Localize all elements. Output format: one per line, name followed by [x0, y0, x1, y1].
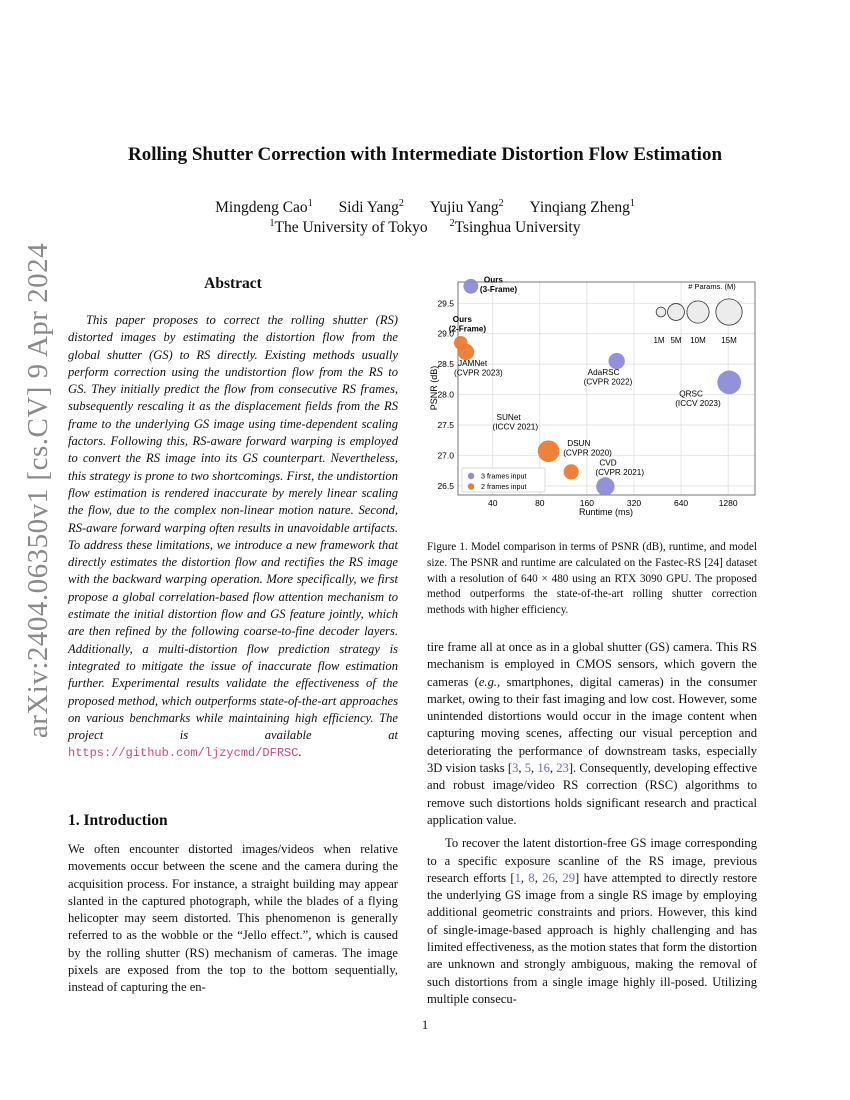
x-axis-label: Runtime (ms) [578, 507, 634, 517]
size-legend-label: 5M [670, 336, 682, 345]
data-point [717, 371, 741, 395]
project-link[interactable]: https://github.com/ljzycmd/DFRSC [68, 746, 299, 761]
x-tick-label: 40 [487, 498, 498, 508]
size-legend [653, 282, 742, 345]
point-label-venue: (ICCV 2023) [675, 398, 721, 408]
citation: 8 [528, 870, 535, 885]
citation: 29 [562, 870, 575, 885]
point-label-name: SUNet [496, 413, 521, 423]
page-number: 1 [421, 1018, 429, 1032]
data-point [596, 477, 614, 495]
abstract-heading: Abstract [204, 275, 262, 292]
intro-paragraph-left: We often encounter distorted images/videos when relative movements occur between the scene and the camera during the acquisition process. For instance, a straight building may appear slanted in the captured photograph, while the blades of a flying helicopter may seem distorted. This phenomenon is generally referred to as the wobble or the “Jello effect.”, which is caused by the rolling shutter (RS) mechanism of cameras. The image pixels are exposed from the top to the bottom sequentially, instead of capturing the en- [68, 842, 398, 995]
y-tick-label: 26.5 [437, 480, 454, 491]
y-axis-label: PSNR (dB) [429, 365, 439, 411]
data-point [538, 440, 560, 462]
citation: 5 [524, 761, 531, 776]
size-legend-label: 15M [721, 336, 737, 345]
author: Yujiu Yang$^2$ [429, 198, 504, 216]
x-tick-label: 640 [673, 498, 689, 508]
y-tick-label: 27.0 [437, 450, 454, 461]
citation: 1 [514, 870, 521, 885]
citation: 16 [537, 761, 550, 776]
affiliations [0, 219, 850, 237]
data-point [564, 464, 579, 479]
point-label-name: Ours [452, 314, 472, 324]
point-label-venue: (CVPR 2021) [595, 467, 645, 477]
data-point [454, 336, 468, 350]
point-label-venue: (3-Frame) [479, 284, 518, 294]
input-legend [462, 468, 545, 492]
size-legend-circle [656, 307, 666, 317]
point-label-venue: (2-Frame) [448, 324, 487, 334]
size-legend-circle [668, 304, 685, 321]
author-list [0, 199, 850, 217]
author: Sidi Yang$^2$ [338, 198, 404, 216]
point-label-venue: (CVPR 2023) [454, 368, 503, 378]
size-legend-label: 1M [653, 336, 665, 345]
x-tick-label: 80 [535, 498, 545, 508]
affiliation: $^2$Tsinghua University [449, 218, 581, 236]
data-point [463, 279, 478, 294]
point-label-name: CVD [599, 458, 617, 468]
citation: 3 [512, 761, 519, 776]
figure-1 [425, 276, 760, 526]
size-legend-title: # Params. (M) [688, 282, 736, 291]
legend-marker [468, 483, 474, 489]
paper-title: Rolling Shutter Correction with Intermediate Distortion Flow Estimation [127, 144, 723, 165]
x-tick-label: 160 [579, 498, 594, 508]
intro-right-column [427, 639, 757, 1008]
point-label-venue: (ICCV 2021) [492, 422, 539, 432]
citation: 26 [542, 870, 555, 885]
y-tick-label: 29.0 [437, 328, 454, 339]
author: Yinqiang Zheng$^1$ [529, 198, 635, 216]
point-label-venue: (CVPR 2020) [563, 448, 612, 458]
data-point [608, 353, 624, 369]
y-tick-label: 28.0 [437, 389, 454, 400]
size-legend-circle [716, 299, 742, 325]
intro-paragraph: tire frame all at once as in a global shutter (GS) camera. This RS mechanism is employed in CMOS sensors, which govern the cameras (e.g., smartphones, digital cameras) in the consumer market, owing to their fast imaging and low cost. However, some unintended distortions would occur in the image content when capturing moving scenes, affecting our visual perception and deteriorating the performance of downstream tasks, especially 3D vision tasks [3, 5, 16, 23]. Consequently, developing effective and robust image/video RS correction (RSC) algorithms to remove such distortions holds significant research and practical application value. [427, 640, 758, 827]
section-heading-introduction: 1. Introduction [68, 812, 168, 829]
figure-caption: Figure 1. Model comparison in terms of PSNR (dB), runtime, and model size. The PSNR and runtime are calculated on the Fastec-RS [24] dataset with a resolution of 640 × 480 using an RTX 3090 GPU. The proposed method outperforms the state-of-the-art rolling shutter correction methods with higher efficiency. [427, 541, 757, 617]
y-tick-label: 29.5 [437, 298, 454, 309]
abstract-body: This paper proposes to correct the rolling shutter (RS) distorted images by estimating the distortion flow from the global shutter (GS) to RS directly. Existing methods usually perform correction using the undistortion flow from the RS to GS. They initially predict the flow from consecutive RS frames, subsequently rescaling it as the displacement fields from the RS frame to the underlying GS image using time-dependent scaling factors. Following this, RS-aware forward warping is employed to convert the RS image into its GS counterpart. Nevertheless, this strategy is prone to two shortcomings. First, the undistortion flow estimation is rendered inaccurate by merely linear scaling the flow, due to the complex non-linear motion nature. Second, RS-aware forward warping often results in unavoidable artifacts. To address these limitations, we introduce a new framework that directly estimates the distortion flow and rectifies the RS image with the backward warping operation. More specifically, we first propose a global correlation-based flow attention mechanism to estimate the initial distortion flow and GS feature jointly, which are then refined by the following coarse-to-fine decoder layers. Additionally, a multi-distortion flow prediction strategy is integrated to mitigate the issue of inaccurate flow estimation further. Experimental results validate the effectiveness of the proposed method, which outperforms state-of-the-art approaches on various benchmarks while maintaining high efficiency. The project is available at https://github.com/ljzycmd/DFRSC. [68, 313, 398, 761]
legend-label: 3 frames input [481, 471, 527, 481]
y-tick-label: 28.5 [437, 359, 454, 370]
point-label-name: DSUN [567, 438, 591, 448]
author: Mingdeng Cao$^1$ [215, 198, 313, 216]
point-label-venue: (CVPR 2022) [583, 377, 633, 387]
affiliation: $^1$The University of Tokyo [269, 218, 428, 236]
size-legend-label: 10M [690, 336, 706, 345]
arxiv-identifier [20, 242, 58, 738]
y-tick-label: 27.5 [437, 420, 454, 431]
citation: 23 [556, 761, 569, 776]
size-legend-circle [687, 301, 709, 323]
x-tick-label: 1280 [718, 498, 738, 508]
arxiv-identifier-text: arXiv:2404.06350v1 [cs.CV] 9 Apr 2024 [22, 242, 55, 738]
legend-label: 2 frames input [481, 482, 527, 492]
intro-paragraph: To recover the latent distortion-free GS image corresponding to a specific exposure scanline of the RS image, previous research efforts [1, 8, 26, 29] have attempted to directly restore the underlying GS image from a single RS image by employing additional geometric constraints and priors. However, this kind of single-image-based approach is highly challenging and has limited effectiveness, as the motion states that form the distortion are unknown and strongly ambiguous, making the removal of such distortions from a single image highly ill-posed. Utilizing multiple consecu- [427, 836, 758, 1006]
point-label-name: QRSC [679, 389, 703, 399]
point-label-name: JAMNet [458, 358, 488, 368]
legend-marker [468, 473, 474, 479]
point-label-name: AdaRSC [587, 368, 620, 378]
comparison-chart [425, 276, 760, 526]
point-label-name: Ours [483, 276, 503, 285]
x-tick-label: 320 [626, 498, 642, 508]
